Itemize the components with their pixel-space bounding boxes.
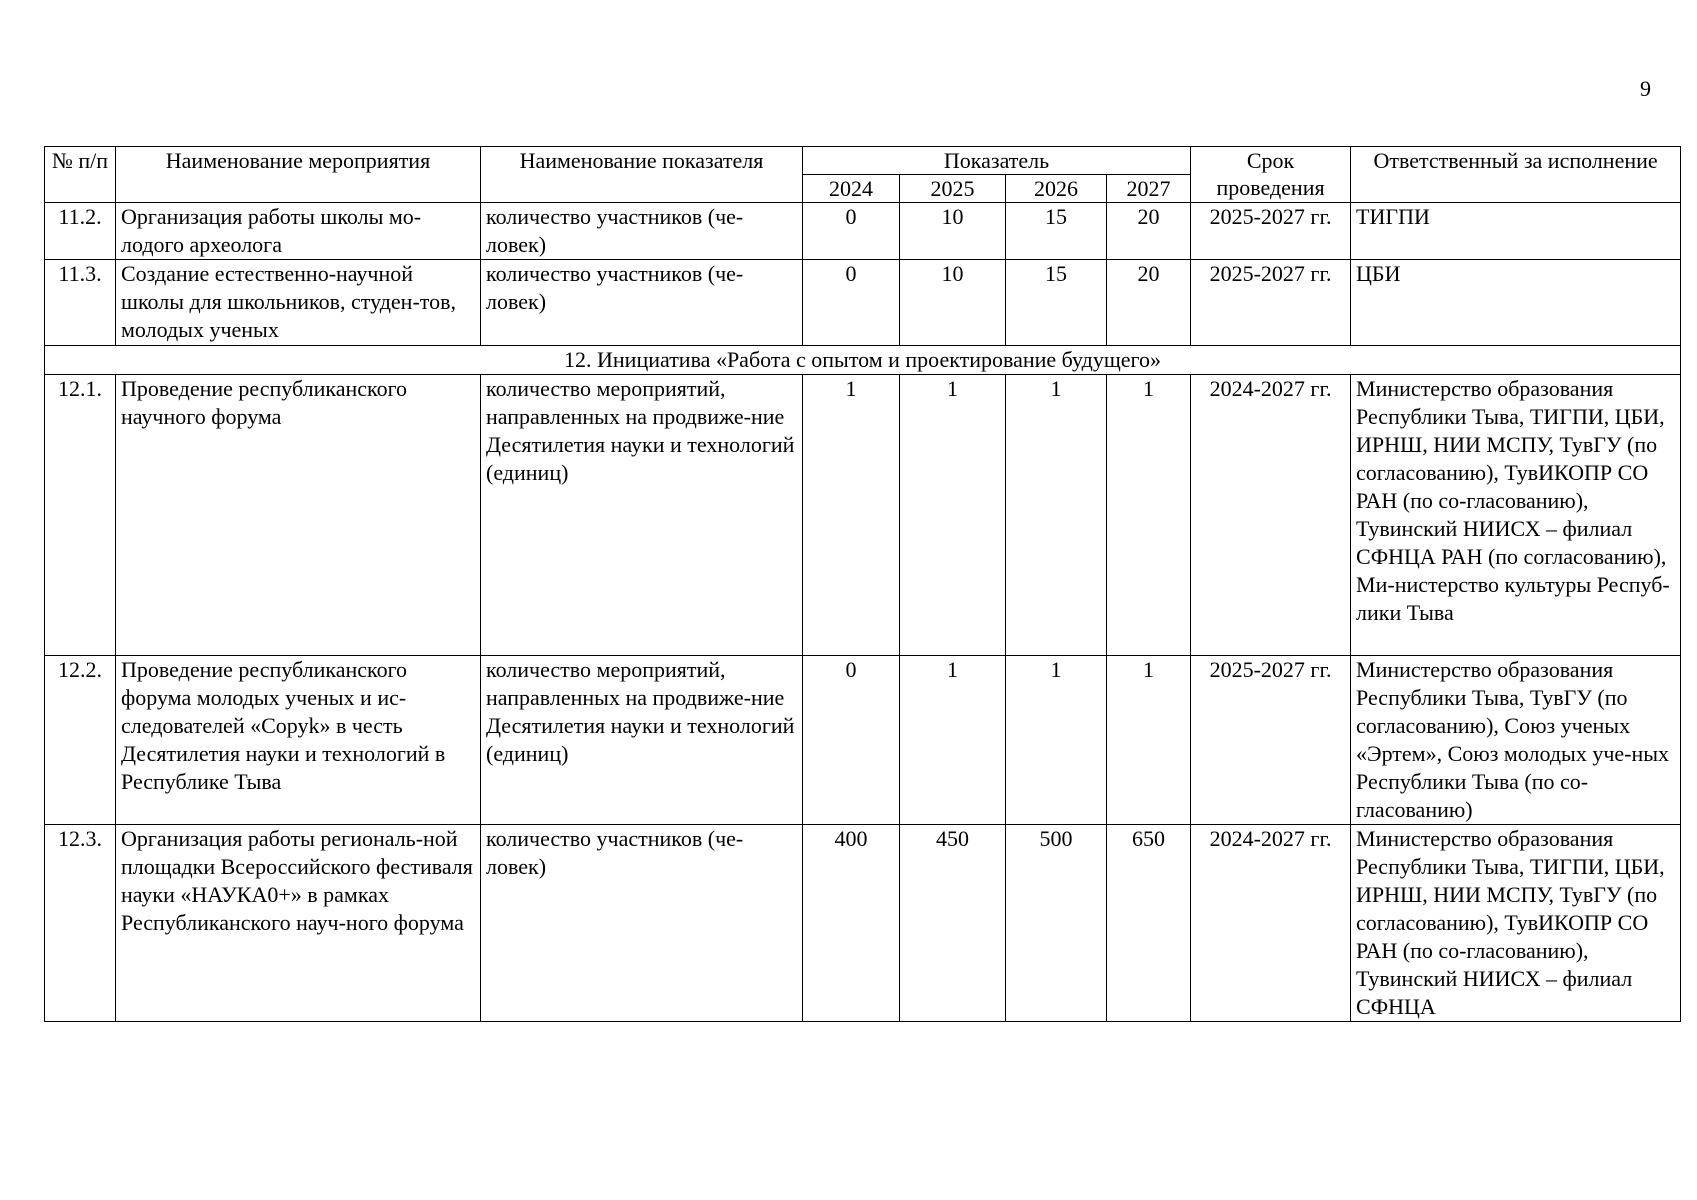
event-name: Проведение республиканского форума молодых ученых и ис-следователей «Соруk» в честь Десятилетия науки и технологий в Республике Тыва (116, 656, 481, 825)
value-2025: 10 (900, 260, 1006, 346)
page-number: 9 (1640, 76, 1651, 101)
table-row (45, 656, 1681, 825)
value-2024: 0 (803, 203, 900, 260)
responsible: Министерство образования Республики Тыва, ТИГПИ, ЦБИ, ИРНШ, НИИ МСПУ, ТувГУ (по согласованию), ТувИКОПР СО РАН (по со-гласованию), Тувинский НИИСХ – филиал СФНЦА (1351, 825, 1681, 1022)
header-year: 2026 (1006, 175, 1107, 203)
period: 2025-2027 гг. (1191, 260, 1351, 346)
section-row (45, 346, 1681, 375)
value-2026: 15 (1006, 260, 1107, 346)
row-number: 12.1. (45, 375, 116, 656)
value-2027: 20 (1107, 260, 1191, 346)
value-2025: 450 (900, 825, 1006, 1022)
header-indicator: Наименование показателя (481, 147, 803, 203)
value-2025: 1 (900, 656, 1006, 825)
indicator-name: количество участников (че-ловек) (481, 825, 803, 1022)
value-2024: 400 (803, 825, 900, 1022)
value-2025: 10 (900, 203, 1006, 260)
header-responsible: Ответственный за исполнение (1351, 147, 1681, 203)
row-number: 11.3. (45, 260, 116, 346)
value-2024: 0 (803, 260, 900, 346)
indicator-name: количество участников (че-ловек) (481, 203, 803, 260)
value-2027: 20 (1107, 203, 1191, 260)
table-row (45, 375, 1681, 656)
value-2027: 1 (1107, 656, 1191, 825)
period: 2024-2027 гг. (1191, 825, 1351, 1022)
period: 2025-2027 гг. (1191, 203, 1351, 260)
responsible: ЦБИ (1351, 260, 1681, 346)
row-number: 12.2. (45, 656, 116, 825)
header-event: Наименование мероприятия (116, 147, 481, 203)
header-year: 2025 (900, 175, 1006, 203)
activities-table (44, 146, 1681, 1022)
responsible: Министерство образования Республики Тыва, ТИГПИ, ЦБИ, ИРНШ, НИИ МСПУ, ТувГУ (по согласованию), ТувИКОПР СО РАН (по со-гласованию), Тувинский НИИСХ – филиал СФНЦА РАН (по согласованию), Ми-нистерство культуры Респуб-лики Тыва (1351, 375, 1681, 656)
header-row (45, 147, 1681, 175)
period: 2025-2027 гг. (1191, 656, 1351, 825)
period: 2024-2027 гг. (1191, 375, 1351, 656)
event-name: Организация работы школы мо-лодого археолога (116, 203, 481, 260)
header-values-group: Показатель (803, 147, 1191, 175)
indicator-name: количество участников (че-ловек) (481, 260, 803, 346)
value-2026: 500 (1006, 825, 1107, 1022)
responsible: ТИГПИ (1351, 203, 1681, 260)
table-row (45, 825, 1681, 1022)
value-2025: 1 (900, 375, 1006, 656)
header-period: Срок проведения (1191, 147, 1351, 203)
responsible: Министерство образования Республики Тыва, ТувГУ (по согласованию), Союз ученых «Эртем», Союз молодых уче-ных Республики Тыва (по со-гласованию) (1351, 656, 1681, 825)
header-year: 2024 (803, 175, 900, 203)
indicator-name: количество мероприятий, направленных на продвиже-ние Десятилетия науки и технологий (единиц) (481, 656, 803, 825)
value-2026: 15 (1006, 203, 1107, 260)
event-name: Создание естественно-научной школы для школьников, студен-тов, молодых ученых (116, 260, 481, 346)
header-num: № п/п (45, 147, 116, 203)
event-name: Проведение республиканского научного форума (116, 375, 481, 656)
indicator-name: количество мероприятий, направленных на продвиже-ние Десятилетия науки и технологий (единиц) (481, 375, 803, 656)
row-number: 12.3. (45, 825, 116, 1022)
section-title: 12. Инициатива «Работа с опытом и проектирование будущего» (45, 346, 1681, 375)
value-2024: 0 (803, 656, 900, 825)
event-name: Организация работы региональ-ной площадки Всероссийского фестиваля науки «НАУКА0+» в рамках Республиканского науч-ного форума (116, 825, 481, 1022)
value-2027: 1 (1107, 375, 1191, 656)
value-2026: 1 (1006, 375, 1107, 656)
table-row (45, 203, 1681, 260)
value-2026: 1 (1006, 656, 1107, 825)
row-number: 11.2. (45, 203, 116, 260)
header-year: 2027 (1107, 175, 1191, 203)
value-2024: 1 (803, 375, 900, 656)
value-2027: 650 (1107, 825, 1191, 1022)
table-row (45, 260, 1681, 346)
